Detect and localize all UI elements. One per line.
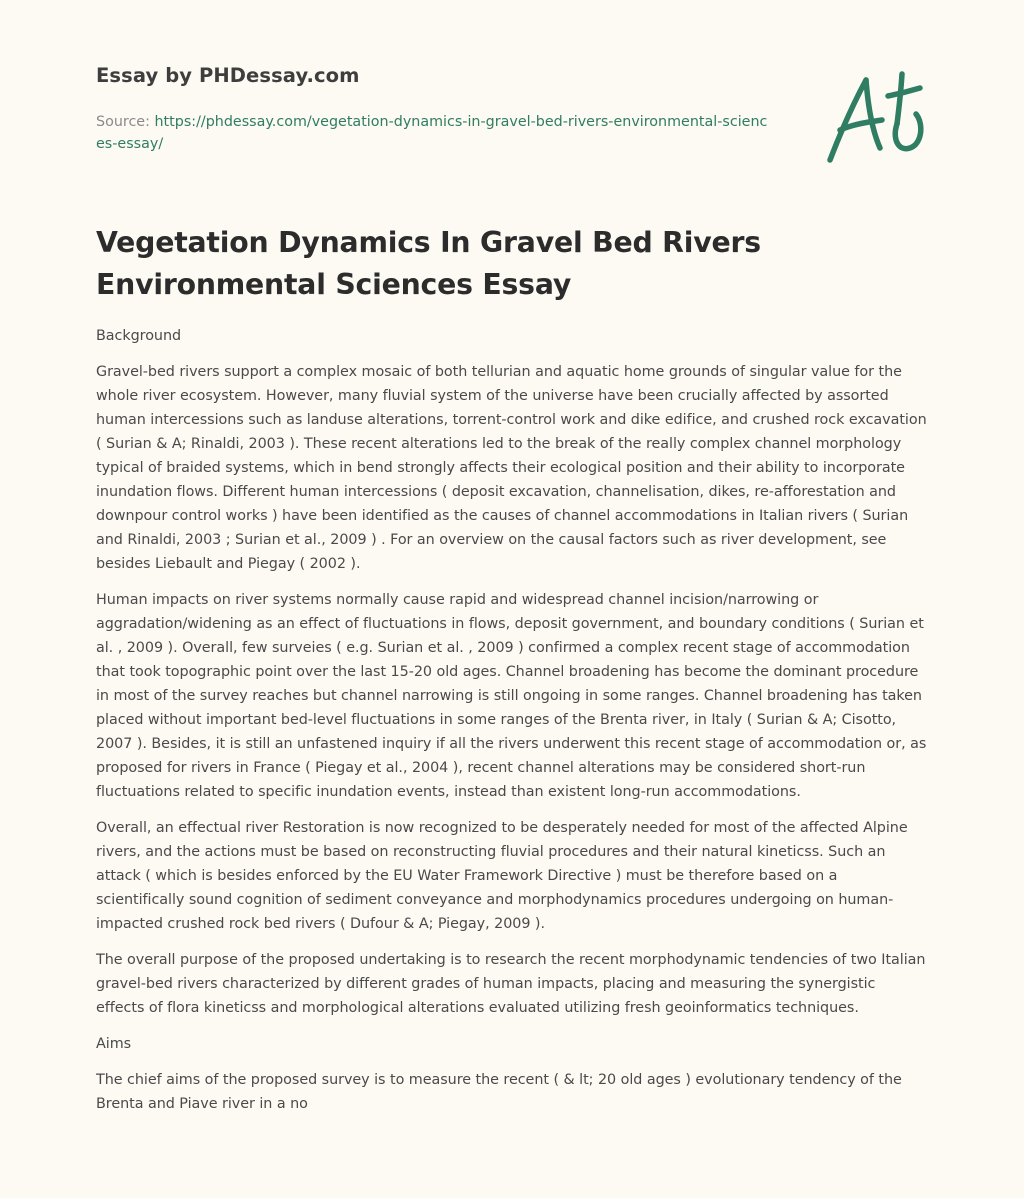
paragraph: Gravel-bed rivers support a complex mosaic of both tellurian and aquatic home grounds of singular value for the whole river ecosystem. However, many fluvial system of the universe have been crucially affected by assorted human intercessions such as landuse alterations, torrent-control work and dike edifice, and crushed rock excavation ( Surian & A; Rinaldi, 2003 ). These recent alterations led to the break of the really complex channel morphology typical of braided systems, which in bend strongly affects their ecological position and their ability to incorporate inundation flows. Different human intercessions ( deposit excavation, channelisation, dikes, re-afforestation and downpour control works ) have been identified as the causes of channel accommodations in Italian rivers ( Surian and Rinaldi, 2003 ; Surian et al., 2009 ) . For an overview on the causal factors such as river development, see besides Liebault and Piegay ( 2002 ). — [96, 364, 927, 572]
a-plus-logo-icon — [822, 68, 928, 166]
essay-body — [96, 324, 928, 1128]
paragraph: The chief aims of the proposed survey is to measure the recent ( & lt; 20 old ages ) evolutionary tendency of the Brenta and Piave river in a no — [96, 1072, 902, 1112]
paragraph: The overall purpose of the proposed undertaking is to research the recent morphodynamic tendencies of two Italian gravel-bed rivers characterized by different grades of human impacts, placing and measuring the synergistic effects of flora kineticss and morphological alterations evaluated utilizing fresh geoinformatics techniques. — [96, 952, 926, 1016]
essay-title: Vegetation Dynamics In Gravel Bed Rivers Environmental Sciences Essay — [96, 226, 761, 301]
site-title: Essay by PHDessay.com — [96, 64, 360, 87]
source-link[interactable]: https://phdessay.com/vegetation-dynamics-in-gravel-bed-rivers-environmental-sciences-essay/ — [96, 114, 768, 152]
section-heading-aims: Aims — [96, 1036, 132, 1052]
paragraph: Human impacts on river systems normally cause rapid and widespread channel incision/narrowing or aggradation/widening as an effect of fluctuations in flows, deposit government, and boundary conditions ( Surian et al. , 2009 ). Overall, few surveies ( e.g. Surian et al. , 2009 ) confirmed a complex recent stage of accommodation that took topographic point over the last 15-20 old ages. Channel broadening has become the dominant procedure in most of the survey reaches but channel narrowing is still ongoing in some ranges. Channel broadening has taken placed without important bed-level fluctuations in some ranges of the Brenta river, in Italy ( Surian & A; Cisotto, 2007 ). Besides, it is still an unfastened inquiry if all the rivers underwent this recent stage of accommodation or, as proposed for rivers in France ( Piegay et al., 2004 ), recent channel alterations may be considered short-run fluctuations related to specific inundation events, instead than existent long-run accommodations. — [96, 592, 927, 800]
section-heading-background: Background — [96, 328, 182, 344]
source-line — [96, 111, 776, 155]
paragraph: Overall, an effectual river Restoration is now recognized to be desperately needed for most of the affected Alpine rivers, and the actions must be based on reconstructing fluvial procedures and their natural kineticss. Such an attack ( which is besides enforced by the EU Water Framework Directive ) must be therefore based on a scientifically sound cognition of sediment conveyance and morphodynamics procedures undergoing on human-impacted crushed rock bed rivers ( Dufour & A; Piegay, 2009 ). — [96, 820, 908, 932]
source-label: Source: — [96, 114, 155, 130]
